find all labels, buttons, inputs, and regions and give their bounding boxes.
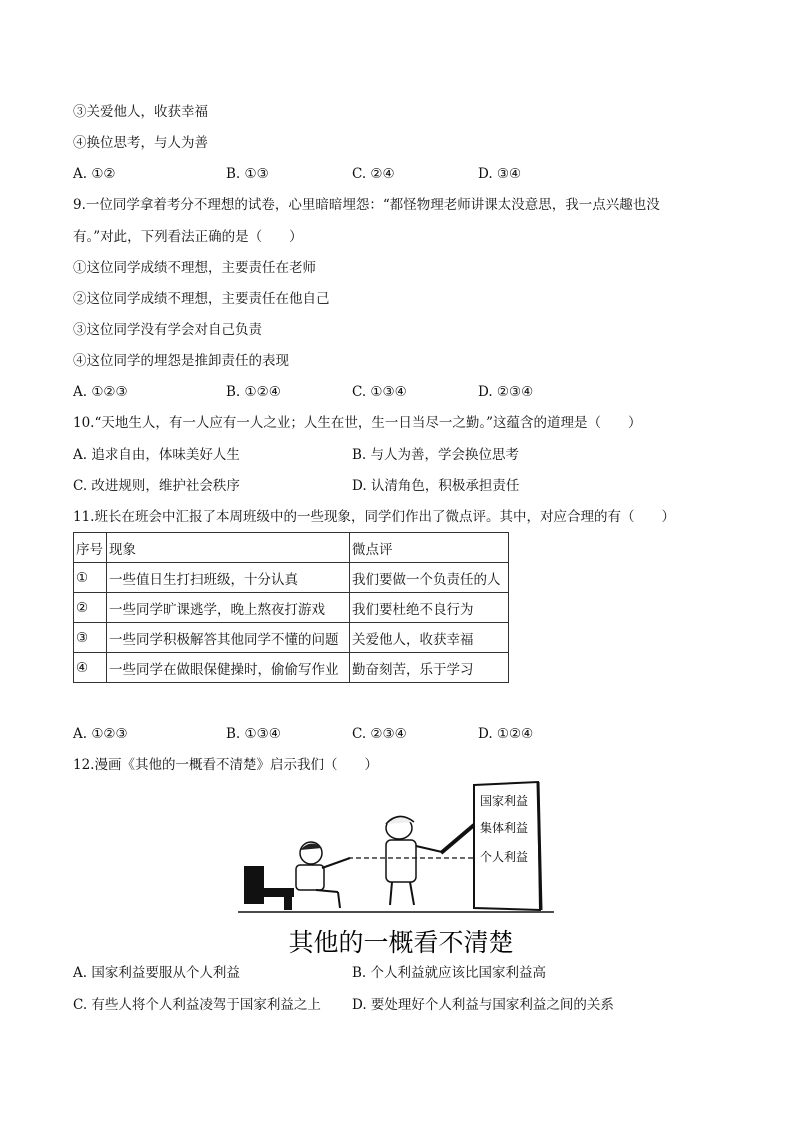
q9-stem-line-2: 有。”对此，下列看法正确的是（ ） bbox=[73, 229, 303, 245]
board-label: 个人利益 bbox=[480, 850, 529, 864]
board-label: 集体利益 bbox=[480, 821, 529, 835]
pointer-stick bbox=[441, 825, 474, 853]
table-header-row bbox=[74, 533, 509, 563]
board-label: 国家利益 bbox=[480, 794, 529, 808]
q9-option-d[interactable]: D. ②③④ bbox=[478, 384, 534, 400]
q9-statement-2: ②这位同学成绩不理想，主要责任在他自己 bbox=[73, 291, 330, 307]
q12-option-d[interactable]: D. 要处理好个人利益与国家利益之间的关系 bbox=[352, 997, 614, 1013]
seated-man-body bbox=[296, 865, 324, 890]
q8-option-a[interactable]: A. ①② bbox=[73, 166, 116, 182]
chair bbox=[244, 866, 264, 904]
q10-option-d[interactable]: D. 认清角色，积极承担责任 bbox=[352, 478, 520, 494]
table-row bbox=[74, 593, 509, 623]
table-cell: ③ bbox=[74, 623, 107, 653]
table-cell: 我们要做一个负责任的人 bbox=[350, 563, 509, 593]
q12-option-c[interactable]: C. 有些人将个人利益凌驾于国家利益之上 bbox=[73, 997, 321, 1013]
q8-option-d[interactable]: D. ③④ bbox=[478, 166, 522, 182]
q10-option-b[interactable]: B. 与人为善，学会换位思考 bbox=[352, 447, 520, 463]
table-cell: ② bbox=[74, 593, 107, 623]
table-cell: 一些同学在做眼保健操时，偷偷写作业 bbox=[107, 653, 350, 683]
q11-option-c[interactable]: C. ②③④ bbox=[352, 726, 407, 742]
q9-option-b[interactable]: B. ①②④ bbox=[226, 384, 281, 400]
q9-option-a[interactable]: A. ①②③ bbox=[73, 384, 128, 400]
table-cell: 关爱他人，收获幸福 bbox=[350, 623, 509, 653]
q10-option-c[interactable]: C. 改进规则，维护社会秩序 bbox=[73, 478, 240, 494]
table-header-cell: 序号 bbox=[74, 533, 107, 563]
q11-option-b[interactable]: B. ①③④ bbox=[226, 726, 281, 742]
q8-statement-4: ④换位思考，与人为善 bbox=[73, 135, 208, 151]
q8-option-c[interactable]: C. ②④ bbox=[352, 166, 395, 182]
teacher-body bbox=[386, 840, 416, 882]
q11-option-a[interactable]: A. ①②③ bbox=[73, 726, 128, 742]
table-cell: 勤奋刻苦，乐于学习 bbox=[350, 653, 509, 683]
q8-statement-3: ③关爱他人，收获幸福 bbox=[73, 104, 208, 120]
cartoon-illustration bbox=[236, 780, 566, 960]
q9-statement-3: ③这位同学没有学会对自己负责 bbox=[73, 322, 262, 338]
table-row bbox=[74, 623, 509, 653]
cartoon-caption: 其他的一概看不清楚 bbox=[288, 928, 514, 957]
table-cell: ④ bbox=[74, 653, 107, 683]
table-header-cell: 微点评 bbox=[350, 533, 509, 563]
q9-stem-line-1: 9.一位同学拿着考分不理想的试卷，心里暗暗埋怨：“都怪物理老师讲课太没意思，我一点兴趣也没 bbox=[73, 197, 660, 213]
q11-option-d[interactable]: D. ①②④ bbox=[478, 726, 534, 742]
q10-option-a[interactable]: A. 追求自由，体味美好人生 bbox=[73, 447, 240, 463]
q9-statement-4: ④这位同学的埋怨是推卸责任的表现 bbox=[73, 353, 289, 369]
q12-stem: 12.漫画《其他的一概看不清楚》启示我们（ ） bbox=[73, 757, 378, 773]
q9-option-c[interactable]: C. ①③④ bbox=[352, 384, 407, 400]
q9-statement-1: ①这位同学成绩不理想，主要责任在老师 bbox=[73, 260, 316, 276]
q11-stem: 11.班长在班会中汇报了本周班级中的一些现象，同学们作出了微点评。其中，对应合理的有（ ） bbox=[73, 509, 675, 525]
table-cell: 我们要杜绝不良行为 bbox=[350, 593, 509, 623]
q12-option-b[interactable]: B. 个人利益就应该比国家利益高 bbox=[352, 965, 547, 981]
table-cell: 一些同学旷课逃学，晚上熬夜打游戏 bbox=[107, 593, 350, 623]
table-cell: 一些同学积极解答其他同学不懂的问题 bbox=[107, 623, 350, 653]
table-cell: ① bbox=[74, 563, 107, 593]
table-row bbox=[74, 653, 509, 683]
q11-table bbox=[73, 532, 509, 683]
table-row bbox=[74, 563, 509, 593]
q12-option-a[interactable]: A. 国家利益要服从个人利益 bbox=[73, 965, 240, 981]
table-header-cell: 现象 bbox=[107, 533, 350, 563]
q8-option-b[interactable]: B. ①③ bbox=[226, 166, 269, 182]
q10-stem: 10.“天地生人，有一人应有一人之业；人生在世，生一日当尽一之勤。”这蕴含的道理是（ ） bbox=[73, 415, 642, 431]
table-cell: 一些值日生打扫班级，十分认真 bbox=[107, 563, 350, 593]
